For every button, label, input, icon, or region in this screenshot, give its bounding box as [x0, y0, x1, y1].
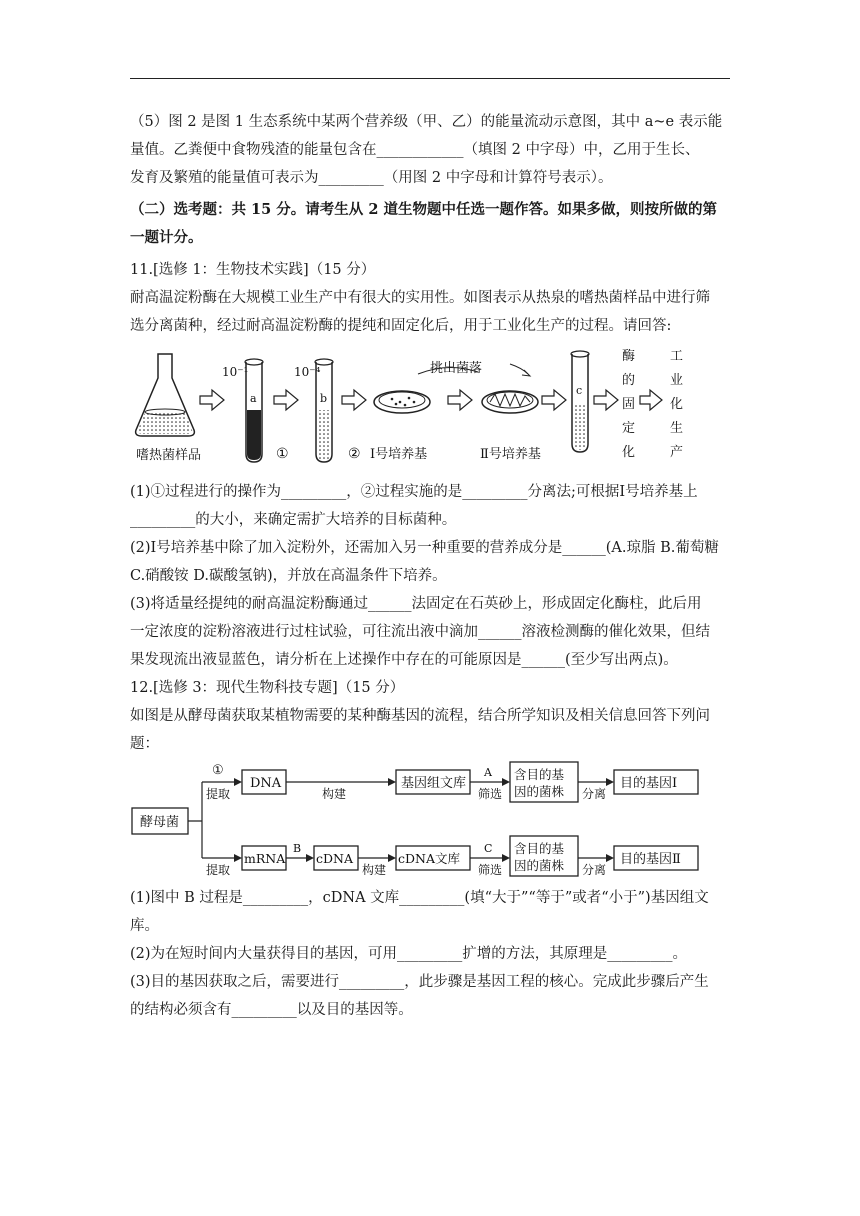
header-rule — [130, 78, 730, 79]
arrow-icon — [640, 390, 662, 410]
petri-dish-2 — [482, 391, 538, 413]
strain-top-line1: 含目的基 — [514, 767, 565, 782]
yeast-label: 酵母菌 — [140, 815, 180, 830]
industry-char: 业 — [670, 373, 684, 388]
arrowhead-icon — [606, 854, 614, 862]
strain-bottom-line1: 含目的基 — [514, 841, 565, 856]
dilution-1: 10⁻¹ — [222, 365, 249, 379]
build-top-label: 构建 — [322, 787, 347, 801]
q11-sub3-line1: (3)将适量经提纯的耐高温淀粉酶通过______法固定在石英砂上，形成固定化酶柱，此后用 — [130, 596, 702, 612]
step-b-label: B — [293, 842, 302, 855]
arrowhead-icon — [522, 370, 530, 376]
flask-label: 嗜热菌样品 — [136, 448, 202, 463]
step-a-label: A — [484, 766, 492, 779]
cdna-label: cDNA — [316, 851, 353, 866]
industry-char: 化 — [670, 397, 684, 412]
q11-sub1-line2: _________的大小，来确定需扩大培养的目标菌种。 — [130, 512, 457, 528]
arrow-icon — [274, 390, 298, 410]
q12-sub2: (2)为在短时间内大量获得目的基因，可用_________扩增的方法，其原理是_________。 — [130, 946, 688, 962]
enzyme-char: 酶 — [622, 349, 636, 364]
arrow-icon — [594, 390, 618, 410]
extract-top-label: 提取 — [206, 787, 231, 801]
section2-line1: （二）选考题：共 15 分。请考生从 2 道生物题中任选一题作答。如果多做，则按所做的第 — [130, 201, 717, 218]
pick-label: 挑出菌落 — [430, 361, 483, 376]
plate-2-label: Ⅱ号培养基 — [480, 447, 541, 462]
screen-top-label: 筛选 — [478, 787, 503, 801]
q12-intro2: 题： — [130, 736, 159, 752]
arrow-icon — [200, 390, 224, 410]
q11-intro2: 选分离菌种，经过耐高温淀粉酶的提纯和固定化后，用于工业化生产的过程。请回答: — [130, 318, 672, 334]
q11-heading: 11.[选修 1：生物技术实践]（15 分） — [130, 262, 376, 278]
arrowhead-icon — [606, 778, 614, 786]
industry-char: 生 — [670, 421, 684, 436]
industry-char: 产 — [670, 445, 684, 460]
industrial-production-label — [670, 349, 683, 460]
enzyme-immobilization-label — [622, 349, 635, 460]
q12-sub3-line1: (3)目的基因获取之后，需要进行_________，此步骤是基因工程的核心。完成此步骤后产生 — [130, 974, 709, 990]
gene-acquisition-flowchart — [130, 760, 730, 878]
build-bottom-label: 构建 — [362, 863, 387, 877]
enzyme-char: 固 — [622, 397, 636, 412]
q11-sub1-line1: (1)①过程进行的操作为_________，②过程实施的是_________分离法;可根据Ⅰ号培养基上 — [130, 484, 698, 500]
step-1-label: ① — [212, 763, 224, 778]
enzyme-char: 的 — [622, 373, 636, 388]
step-1-label: ① — [276, 446, 289, 462]
arrowhead-icon — [502, 854, 510, 862]
strain-bottom-line2: 因的菌株 — [514, 858, 565, 873]
cdna-library-label: cDNA文库 — [398, 851, 460, 866]
arrow-icon — [542, 390, 566, 410]
test-tube-c — [571, 351, 589, 452]
petri-dish-1 — [374, 391, 430, 413]
separate-top-label: 分离 — [582, 787, 607, 801]
tube-c-label: c — [576, 384, 583, 397]
q12-heading: 12.[选修 3：现代生物科技专题]（15 分） — [130, 680, 405, 696]
q11-sub2-line2: C.硝酸铵 D.碳酸氢钠)，并放在高温条件下培养。 — [130, 568, 447, 584]
q5-line1: （5）图 2 是图 1 生态系统中某两个营养级（甲、乙）的能量流动示意图，其中 a~e 表示能 — [130, 114, 723, 130]
enzyme-char: 定 — [622, 421, 636, 436]
dna-label: DNA — [250, 776, 282, 791]
enzyme-char: 化 — [622, 445, 636, 460]
gene-1-label: 目的基因Ⅰ — [620, 776, 678, 791]
industry-char: 工 — [670, 349, 684, 364]
flask-icon — [136, 354, 195, 436]
document-body — [130, 108, 732, 1024]
arrowhead-icon — [306, 854, 314, 862]
arrowhead-icon — [234, 778, 242, 862]
arrowhead-icon — [388, 854, 396, 862]
genomic-library-label: 基因组文库 — [401, 776, 467, 791]
plate-1-label: Ⅰ号培养基 — [370, 447, 428, 462]
q12-sub1: (1)图中 B 过程是_________，cDNA 文库_________(填“大于”“等于”或者“小于”)基因组文库。 — [130, 890, 709, 934]
strain-top-line2: 因的菌株 — [514, 784, 565, 799]
q5-line2: 量值。乙粪便中食物残渣的能量包含在____________（填图 2 中字母）中，乙用于生长、 — [130, 142, 700, 158]
separate-bottom-label: 分离 — [582, 863, 607, 877]
section2-line2: 一题计分。 — [130, 229, 203, 246]
tube-a-label: a — [250, 392, 257, 405]
arrowhead-icon — [502, 778, 510, 786]
step-c-label: C — [484, 842, 493, 855]
q11-sub3-line2: 一定浓度的淀粉溶液进行过柱试验，可往流出液中滴加______溶液检测酶的催化效果，但结 — [130, 624, 710, 640]
arrow-icon — [342, 390, 366, 410]
arrow-icon — [448, 390, 472, 410]
gene-2-label: 目的基因Ⅱ — [620, 852, 681, 867]
arrowhead-icon — [388, 778, 396, 786]
q12-sub3-line2: 的结构必须含有_________以及目的基因等。 — [130, 1002, 413, 1018]
enzyme-process-figure — [130, 344, 730, 472]
screen-bottom-label: 筛选 — [478, 863, 503, 877]
q11-sub2-line1: (2)Ⅰ号培养基中除了加入淀粉外，还需加入另一种重要的营养成分是______(A.琼脂 B.葡萄糖 — [130, 540, 719, 556]
extract-bottom-label: 提取 — [206, 863, 231, 877]
step-2-label: ② — [348, 446, 361, 462]
pick-arrow-icon — [510, 364, 528, 374]
q12-intro1: 如图是从酵母菌获取某植物需要的某种酶基因的流程，结合所学知识及相关信息回答下列问 — [130, 708, 710, 724]
mrna-label: mRNA — [244, 851, 286, 866]
q5-line3: 发育及繁殖的能量值可表示为_________（用图 2 中字母和计算符号表示）。 — [130, 170, 613, 186]
tube-b-label: b — [320, 392, 328, 405]
q11-sub3-line3: 果发现流出液显蓝色，请分析在上述操作中存在的可能原因是______(至少写出两点)。 — [130, 652, 678, 668]
q11-intro1: 耐高温淀粉酶在大规模工业生产中有很大的实用性。如图表示从热泉的嗜热菌样品中进行筛 — [130, 290, 710, 306]
dilution-2: 10⁻⁴ — [294, 365, 321, 379]
